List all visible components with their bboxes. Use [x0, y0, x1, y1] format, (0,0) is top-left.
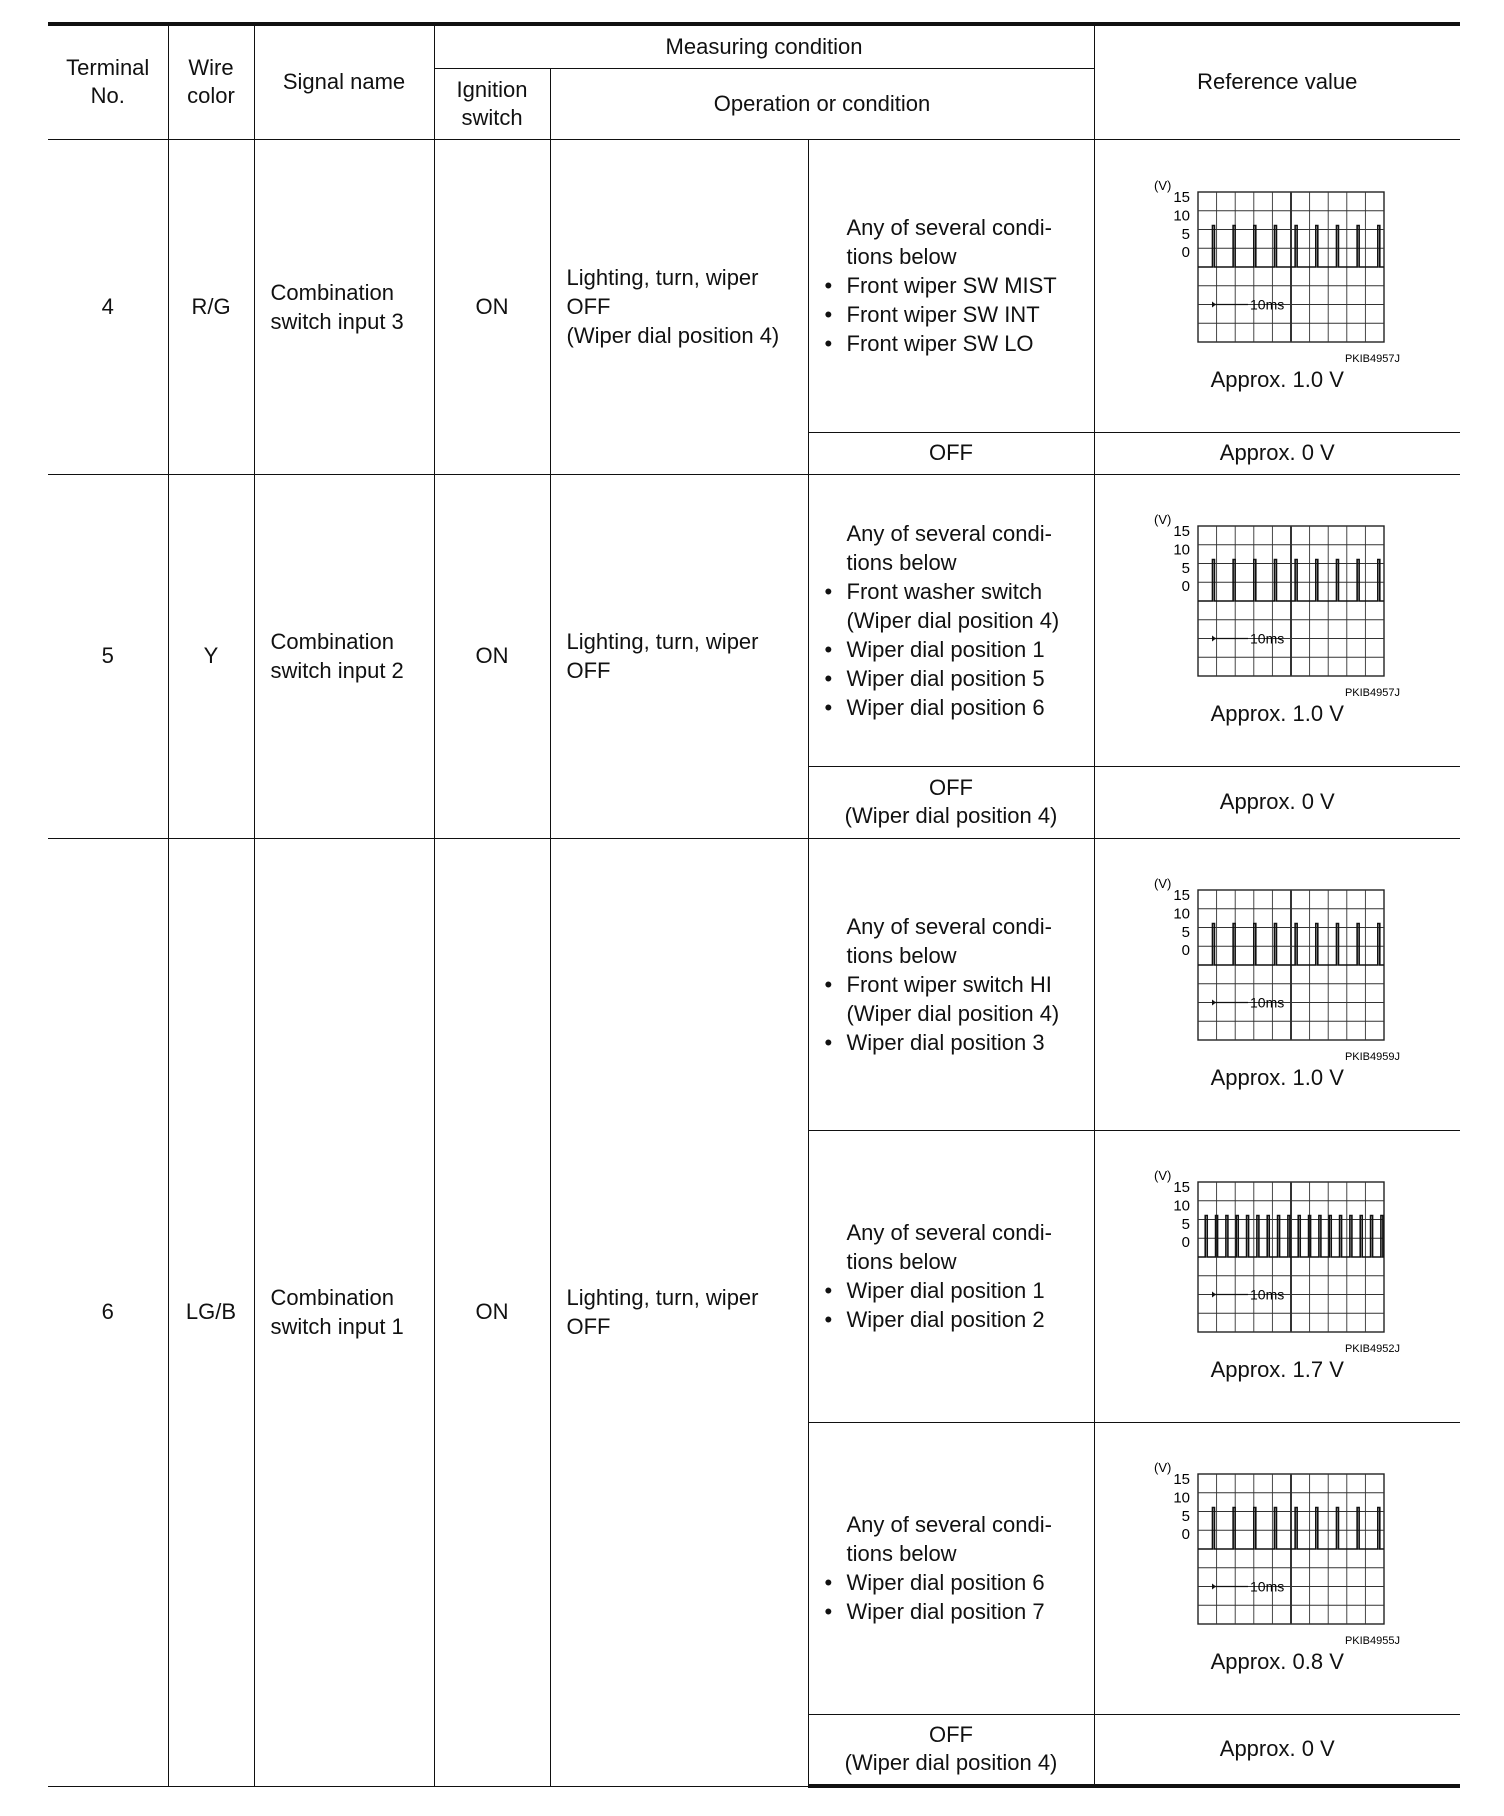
arrow-head-icon [1212, 1292, 1216, 1298]
axis-tick-label: 0 [1181, 578, 1191, 596]
arrow-head-icon [1212, 1584, 1216, 1590]
reference-value-cell [1094, 139, 1460, 432]
arrow-head-icon [1212, 301, 1216, 307]
condition-list [808, 474, 1094, 766]
condition-off: OFF (Wiper dial position 4) [808, 766, 1094, 838]
bullet-icon: • [824, 665, 833, 691]
approx-value: Approx. 0.8 V [1210, 1649, 1344, 1674]
figure-code: PKIB4957J [1345, 687, 1401, 699]
oscilloscope-waveform [1152, 178, 1402, 366]
condition-bullet-text: Front wiper SW INT [846, 302, 1040, 327]
header-terminal-no: Terminal No. [48, 24, 168, 139]
operation-cell: Lighting, turn, wiper OFF [550, 474, 808, 838]
axis-tick-label: 5 [1181, 1507, 1191, 1525]
bullet-icon: • [824, 1029, 833, 1055]
condition-bullet-text: Front washer switch (Wiper dial position 4) [846, 578, 1060, 633]
oscilloscope-waveform [1152, 512, 1402, 700]
signal-name-cell: Combination switch input 3 [254, 139, 434, 474]
axis-tick-label: 10 [1173, 1489, 1191, 1507]
condition-bullet-text: Wiper dial position 1 [846, 1278, 1045, 1303]
approx-value: Approx. 1.7 V [1210, 1357, 1344, 1382]
condition-bullet [825, 271, 1094, 300]
header-operation-or-condition: Operation or condition [550, 68, 1094, 139]
approx-value: Approx. 0 V [1219, 1736, 1335, 1762]
bullet-icon: • [824, 578, 833, 604]
condition-bullet-text: Front wiper switch HI (Wiper dial position 4) [846, 971, 1060, 1026]
operation-cell: Lighting, turn, wiper OFF [550, 838, 808, 1786]
oscilloscope-waveform [1152, 1460, 1402, 1648]
condition-bullet-text: Wiper dial position 6 [846, 1570, 1045, 1595]
signal-name-cell: Combination switch input 2 [254, 474, 434, 838]
condition-bullet [825, 1276, 1094, 1305]
axis-tick-label: 10 [1173, 1197, 1191, 1215]
axis-unit-label: (V) [1154, 876, 1172, 891]
axis-unit-label: (V) [1154, 177, 1172, 193]
axis-tick-label: 15 [1173, 188, 1191, 206]
reference-value-cell [1094, 766, 1460, 838]
time-scale-label: 10ms [1250, 296, 1285, 312]
bullet-icon: • [824, 1570, 833, 1595]
time-scale-label: 10ms [1250, 1286, 1285, 1303]
operation-cell: Lighting, turn, wiper OFF (Wiper dial position 4) [550, 139, 808, 474]
condition-lead: Any of several condi- tions below [846, 913, 1052, 968]
condition-bullet [825, 577, 1094, 635]
axis-tick-label: 15 [1173, 1179, 1191, 1196]
axis-tick-label: 10 [1173, 206, 1191, 224]
signal-name-cell: Combination switch input 1 [254, 838, 434, 1786]
time-scale-label: 10ms [1250, 630, 1285, 647]
axis-tick-label: 15 [1173, 887, 1191, 904]
bullet-icon: • [824, 1599, 833, 1624]
bullet-icon: • [824, 694, 833, 720]
approx-value: Approx. 1.0 V [1210, 366, 1344, 392]
condition-off: OFF [808, 432, 1094, 474]
condition-bullet-text: Wiper dial position 5 [846, 665, 1045, 691]
bullet-icon: • [824, 636, 833, 662]
condition-bullet [825, 329, 1094, 358]
condition-bullet-text: Wiper dial position 3 [846, 1029, 1045, 1055]
axis-tick-label: 0 [1181, 243, 1191, 261]
approx-value: Approx. 1.0 V [1210, 1065, 1344, 1090]
condition-bullet [825, 300, 1094, 329]
ignition-switch-cell: ON [434, 474, 550, 838]
condition-bullet [825, 1305, 1094, 1334]
axis-tick-label: 5 [1181, 1215, 1191, 1233]
reference-value-cell [1094, 1422, 1460, 1714]
wire-color-cell: Y [168, 474, 254, 838]
approx-value: Approx. 1.0 V [1210, 701, 1344, 726]
time-scale-label: 10ms [1250, 1578, 1285, 1595]
terminal-no-cell: 5 [48, 474, 168, 838]
axis-tick-label: 0 [1181, 1234, 1191, 1252]
arrow-head-icon [1212, 636, 1216, 642]
axis-unit-label: (V) [1154, 512, 1172, 527]
axis-tick-label: 10 [1173, 905, 1191, 923]
axis-tick-label: 5 [1181, 559, 1191, 577]
condition-list [808, 1422, 1094, 1714]
condition-bullet-text: Wiper dial position 7 [846, 1599, 1045, 1624]
condition-lead: Any of several condi- tions below [846, 1220, 1052, 1274]
condition-bullet [825, 693, 1094, 722]
axis-tick-label: 0 [1181, 942, 1191, 960]
axis-tick-label: 10 [1173, 541, 1191, 559]
ignition-switch-cell: ON [434, 139, 550, 474]
bullet-icon: • [824, 1307, 833, 1332]
header-wire-color: Wire color [168, 24, 254, 139]
arrow-head-icon [1212, 1000, 1216, 1006]
axis-unit-label: (V) [1154, 1168, 1172, 1183]
terminal-no-cell: 6 [48, 838, 168, 1786]
header-measuring-condition: Measuring condition [434, 24, 1094, 68]
approx-value: Approx. 0 V [1219, 789, 1335, 814]
bullet-icon: • [824, 331, 833, 356]
wire-color-cell: LG/B [168, 838, 254, 1786]
condition-bullet-text: Front wiper SW MIST [846, 273, 1057, 298]
condition-bullet-text: Front wiper SW LO [846, 331, 1034, 356]
time-scale-label: 10ms [1250, 994, 1285, 1011]
reference-value-cell [1094, 474, 1460, 766]
condition-bullet-text: Wiper dial position 2 [846, 1307, 1045, 1332]
figure-code: PKIB4959J [1345, 1051, 1401, 1063]
figure-code: PKIB4955J [1345, 1635, 1401, 1647]
axis-tick-label: 15 [1173, 1471, 1191, 1488]
figure-code: PKIB4952J [1345, 1343, 1401, 1355]
approx-value: Approx. 0 V [1219, 440, 1335, 465]
condition-bullet [825, 1568, 1094, 1597]
terminal-reference-table [48, 22, 1460, 1788]
condition-list [808, 838, 1094, 1130]
ignition-switch-cell: ON [434, 838, 550, 1786]
reference-value-cell [1094, 432, 1460, 474]
oscilloscope-waveform [1152, 1168, 1402, 1356]
bullet-icon: • [824, 971, 833, 997]
terminal-no-cell: 4 [48, 139, 168, 474]
reference-value-cell [1094, 1714, 1460, 1786]
condition-bullet-text: Wiper dial position 1 [846, 636, 1045, 662]
condition-bullet [825, 1597, 1094, 1626]
condition-list [808, 1130, 1094, 1422]
condition-bullet [825, 970, 1094, 1028]
bullet-icon: • [824, 273, 833, 298]
header-reference-value: Reference value [1094, 24, 1460, 139]
figure-code: PKIB4957J [1345, 352, 1401, 365]
condition-bullet-text: Wiper dial position 6 [846, 694, 1045, 720]
condition-off: OFF (Wiper dial position 4) [808, 1714, 1094, 1786]
header-ignition-switch: Ignition switch [434, 68, 550, 139]
reference-value-cell [1094, 1130, 1460, 1422]
condition-bullet [825, 635, 1094, 664]
condition-bullet [825, 664, 1094, 693]
header-signal-name: Signal name [254, 24, 434, 139]
axis-tick-label: 5 [1181, 225, 1191, 243]
axis-tick-label: 5 [1181, 923, 1191, 941]
condition-list [808, 139, 1094, 432]
condition-lead: Any of several condi- tions below [846, 1512, 1052, 1566]
condition-bullet [825, 1028, 1094, 1057]
bullet-icon: • [824, 1278, 833, 1303]
condition-lead: Any of several condi- tions below [846, 215, 1052, 269]
reference-value-cell [1094, 838, 1460, 1130]
axis-tick-label: 15 [1173, 523, 1191, 540]
condition-lead: Any of several condi- tions below [846, 520, 1052, 575]
axis-tick-label: 0 [1181, 1526, 1191, 1544]
bullet-icon: • [824, 302, 833, 327]
wire-color-cell: R/G [168, 139, 254, 474]
axis-unit-label: (V) [1154, 1460, 1172, 1475]
oscilloscope-waveform [1152, 876, 1402, 1064]
